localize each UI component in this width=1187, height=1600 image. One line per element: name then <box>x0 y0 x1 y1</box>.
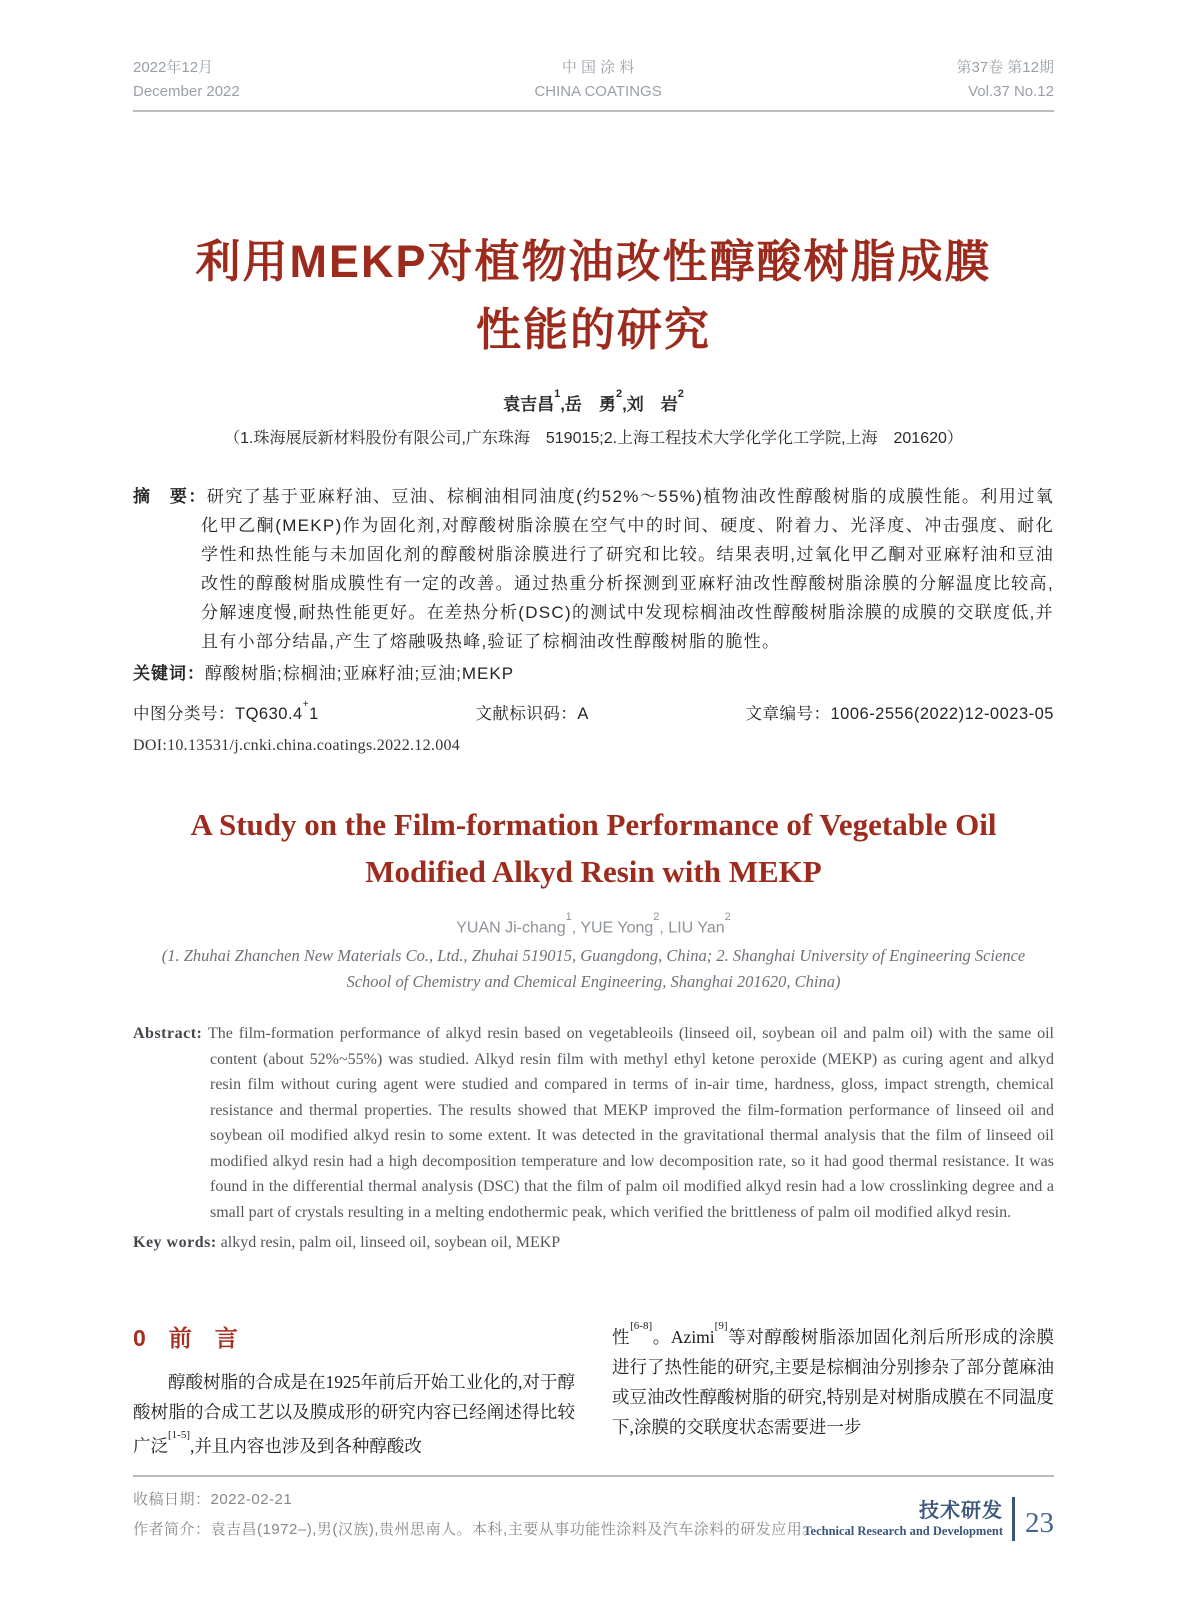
journal-volume-en: Vol.37 No.12 <box>968 83 1054 100</box>
keywords-cn-text: 醇酸树脂;棕榈油;亚麻籽油;豆油;MEKP <box>205 664 515 683</box>
journal-header-center <box>534 56 661 104</box>
column-title <box>803 1499 1012 1539</box>
document-code: 文献标识码：A <box>475 705 589 723</box>
journal-name-cn: 中 国 涂 料 <box>561 59 635 76</box>
author-cn-3: ,刘 岩 <box>622 395 678 414</box>
author-en-2: , YUE Yong <box>571 919 654 937</box>
body-column-right <box>612 1318 1054 1461</box>
authors-en <box>133 911 1054 937</box>
clc-number <box>133 700 319 724</box>
article-title-en-line1: A Study on the Film-formation Performance of Vegetable Oil <box>190 807 997 842</box>
author-cn-2-affil-mark: 2 <box>615 388 623 401</box>
journal-volume-cn: 第37卷 第12期 <box>956 59 1054 76</box>
article-title-cn-line2: 性能的研究 <box>475 304 711 355</box>
abstract-en-text: The film-formation performance of alkyd resin based on vegetableoils (linseed oil, soybean oil and palm oil) with the same oil content (about 52%~55%) was studied. Alkyd resin film with methyl ethyl ketone peroxide (MEKP) as curing agent and alkyd resin film without curing agent were studied and compared in terms of in-air time, hardness, gloss, impact strength, chemical resistance and thermal properties. The results showed that MEKP improved the film-formation performance of linseed oil and soybean oil modified alkyd resin to some extent. It was detected in the gravitational thermal analysis that the film of linseed oil modified alkyd resin had a high decomposition temperature and low decomposition rate, so it had good thermal resistance. It was found in the differential thermal analysis (DSC) that the film of palm oil modified alkyd resin had a low crosslinking degree and a small part of crystals resulting in a melting endothermic peak, which verified the brittleness of palm oil modified alkyd resin. <box>202 1025 1054 1221</box>
column-title-en: Technical Research and Development <box>803 1524 1003 1538</box>
affiliation-cn: （1.珠海展辰新材料股份有限公司,广东珠海 519015;2.上海工程技术大学化学化工学院,上海 201620） <box>224 430 963 447</box>
authors-cn <box>133 390 1054 415</box>
intro-right-text-2: 。Azimi <box>652 1327 715 1348</box>
intro-paragraph-right <box>612 1318 1054 1442</box>
abstract-cn <box>133 482 1054 656</box>
intro-right-text-3: 等对醇酸树脂添加固化剂后所形成的涂膜进行了热性能的研究,主要是棕榈油分别掺杂了部分蓖麻油或豆油改性醇酸树脂的研究,特别是对树脂成膜在不同温度下,涂膜的交联度状态需要进一步 <box>612 1327 1055 1438</box>
keywords-en-label: Key words: <box>133 1234 217 1252</box>
clc-label: 中图分类号： <box>133 705 235 723</box>
affiliation-en-line1: (1. Zhuhai Zhanchen New Materials Co., Ltd., Zhuhai 519015, Guangdong, China; 2. Shanghai University of Engineering Science <box>161 946 1026 966</box>
intro-left-text-1: 醇酸树脂的合成是在1925年前后开始工业化的,对于醇酸树脂的合成工艺以及膜成形的研究内容已经阐述得比较广泛 <box>133 1372 575 1457</box>
doi: DOI:10.13531/j.cnki.china.coatings.2022.12.004 <box>133 737 461 754</box>
journal-header-left <box>133 56 240 104</box>
abstract-en-label: Abstract: <box>133 1025 203 1043</box>
page-number: 23 <box>1025 1506 1054 1539</box>
author-cn-3-affil-mark: 2 <box>677 388 684 401</box>
abstract-en <box>133 1021 1054 1225</box>
journal-date-cn: 2022年12月 <box>133 59 214 76</box>
author-en-1: YUAN Ji-chang <box>456 919 566 937</box>
column-title-cn: 技术研发 <box>919 1500 1003 1522</box>
classification-row <box>133 700 1054 724</box>
article-title-cn-line1: 利用MEKP对植物油改性醇酸树脂成膜 <box>195 236 992 287</box>
abstract-cn-label: 摘 要： <box>133 487 207 506</box>
footnote-divider <box>133 1475 1054 1477</box>
clc-superscript: + <box>302 698 310 710</box>
received-date: 收稿日期：2022-02-21 <box>133 1491 293 1509</box>
article-title-en-line2: Modified Alkyd Resin with MEKP <box>365 854 822 889</box>
citation-ref-9: [9] <box>714 1320 728 1333</box>
keywords-en <box>133 1234 1054 1252</box>
page-footer-tag <box>803 1497 1054 1541</box>
keywords-en-text: alkyd resin, palm oil, linseed oil, soybean oil, MEKP <box>216 1234 561 1252</box>
keywords-cn-label: 关键词： <box>133 664 205 683</box>
author-en-2-affil-mark: 2 <box>653 911 660 923</box>
journal-name-en: CHINA COATINGS <box>534 83 662 100</box>
author-en-3-affil-mark: 2 <box>724 911 731 923</box>
affiliation-en-line2: School of Chemistry and Chemical Engineering, Shanghai 201620, China) <box>346 972 841 992</box>
article-title-cn <box>133 228 1054 364</box>
author-cn-2: ,岳 勇 <box>560 395 616 414</box>
body-column-left <box>133 1318 575 1461</box>
intro-right-text-1: 性 <box>612 1327 631 1348</box>
author-cn-1: 袁吉昌 <box>503 395 555 414</box>
journal-header-right <box>956 56 1054 104</box>
author-bio: 作者简介：袁吉昌(1972–),男(汉族),贵州思南人。本科,主要从事功能性涂料及汽车涂料的研发应用。 <box>133 1521 818 1539</box>
author-cn-1-affil-mark: 1 <box>554 388 561 401</box>
intro-paragraph-left <box>133 1367 575 1461</box>
citation-ref-6-8: [6-8] <box>630 1320 653 1333</box>
section-heading-intro: 0 前 言 <box>133 1325 238 1352</box>
intro-left-text-2: ,并且内容也涉及到各种醇酸改 <box>190 1436 422 1457</box>
header-divider <box>133 110 1054 112</box>
keywords-cn <box>133 659 1054 688</box>
journal-date-en: December 2022 <box>133 83 240 100</box>
author-en-3: , LIU Yan <box>659 919 725 937</box>
abstract-cn-text: 研究了基于亚麻籽油、豆油、棕榈油相同油度(约52%～55%)植物油改性醇酸树脂的成膜性能。利用过氧化甲乙酮(MEKP)作为固化剂,对醇酸树脂涂膜在空气中的时间、硬度、附着力、光泽度、冲击强度、耐化学性和热性能与未加固化剂的醇酸树脂涂膜进行了研究和比较。结果表明,过氧化甲乙酮对亚麻籽油和豆油改性的醇酸树脂成膜性有一定的改善。通过热重分析探测到亚麻籽油改性醇酸树脂涂膜的分解温度比较高,分解速度慢,耐热性能更好。在差热分析(DSC)的测试中发现棕榈油改性醇酸树脂涂膜的成膜的交联度低,并且有小部分结晶,产生了熔融吸热峰,验证了棕榈油改性醇酸树脂的脆性。 <box>201 487 1054 651</box>
affiliation-en <box>133 943 1054 995</box>
article-number: 文章编号：1006-2556(2022)12-0023-05 <box>745 705 1054 723</box>
citation-ref-1-5: [1-5] <box>168 1429 190 1442</box>
journal-header <box>133 0 1054 104</box>
article-title-en <box>133 801 1054 895</box>
body-columns <box>133 1318 1054 1461</box>
clc-tail: 1 <box>309 705 319 723</box>
clc-value: TQ630.4 <box>235 705 303 723</box>
author-en-1-affil-mark: 1 <box>565 911 572 923</box>
